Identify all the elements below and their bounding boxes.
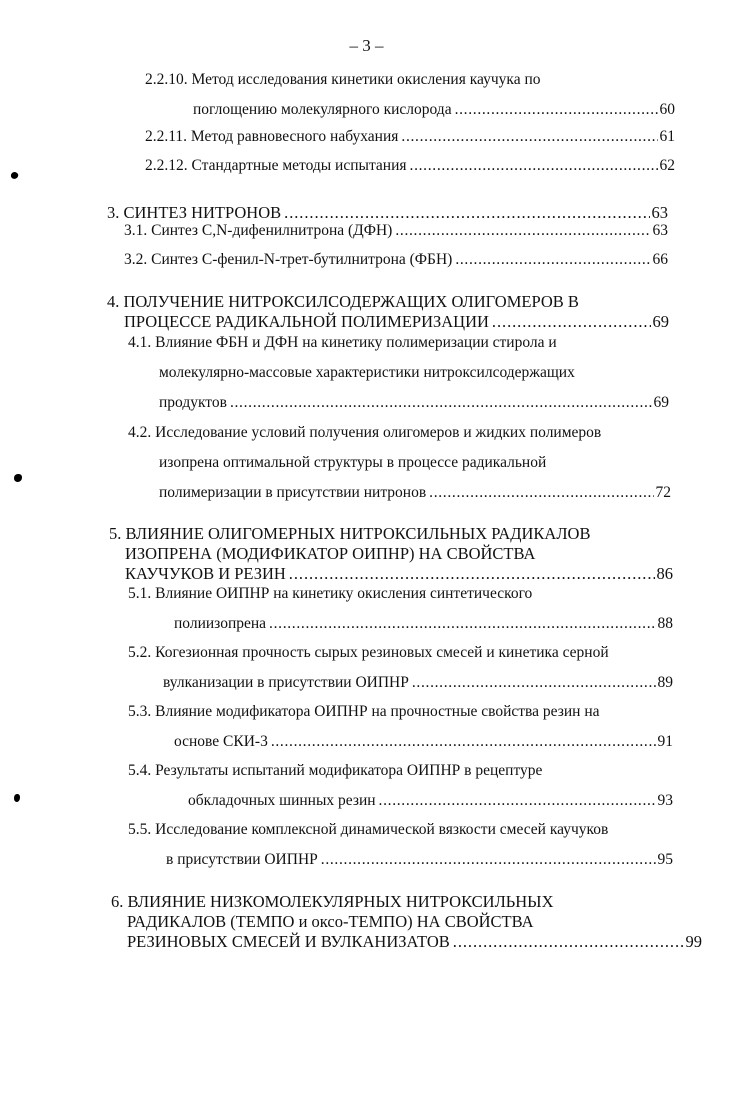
dot-leader xyxy=(453,932,684,951)
toc-entry-text: 2.2.10. Метод исследования кинетики окисления каучука по xyxy=(145,71,541,88)
dot-leader xyxy=(269,615,655,633)
toc-entry-text: 2.2.11. Метод равновесного набухания xyxy=(145,128,399,145)
dot-leader xyxy=(401,128,657,146)
dot-leader xyxy=(379,792,656,810)
toc-entry-text: 5.1. Влияние ОИПНР на кинетику окисления синтетического xyxy=(128,585,533,602)
toc-entry-text: изопрена оптимальной структуры в процессе радикальной xyxy=(159,454,547,471)
dot-leader xyxy=(395,222,650,240)
toc-entry-text: 4. ПОЛУЧЕНИЕ НИТРОКСИЛСОДЕРЖАЩИХ ОЛИГОМЕРОВ В xyxy=(107,292,579,311)
toc-entry-text: 3. СИНТЕЗ НИТРОНОВ xyxy=(107,203,282,222)
dot-leader xyxy=(289,564,655,583)
toc-entry-text: 5.2. Когезионная прочность сырых резиновых смесей и кинетика серной xyxy=(128,644,609,661)
toc-entry-text: 6. ВЛИЯНИЕ НИЗКОМОЛЕКУЛЯРНЫХ НИТРОКСИЛЬНЫХ xyxy=(111,892,554,911)
dot-leader xyxy=(455,251,650,269)
toc-entry-text: 4.2. Исследование условий получения олигомеров и жидких полимеров xyxy=(128,424,602,441)
toc-entry-text: 4.1. Влияние ФБН и ДФН на кинетику полимеризации стирола и xyxy=(128,334,557,351)
toc-page-number: 66 xyxy=(652,251,668,268)
toc-page-number: 62 xyxy=(659,157,675,174)
toc-entry-text: 5.4. Результаты испытаний модификатора ОИПНР в рецептуре xyxy=(128,762,543,779)
toc-page-number: 91 xyxy=(657,733,673,750)
toc-entry-text: основе СКИ-3 xyxy=(174,733,268,750)
toc-page-number: 86 xyxy=(656,564,673,583)
toc-page-number: 69 xyxy=(652,312,669,331)
dot-leader xyxy=(284,203,649,222)
toc-entry-text: обкладочных шинных резин xyxy=(188,792,376,809)
toc-entry-text: 5. ВЛИЯНИЕ ОЛИГОМЕРНЫХ НИТРОКСИЛЬНЫХ РАДИКАЛОВ xyxy=(109,524,591,543)
toc-entry-text: полимеризации в присутствии нитронов xyxy=(159,484,427,501)
dot-leader xyxy=(412,674,656,692)
toc-page-number: 60 xyxy=(659,101,675,118)
toc-page-number: 63 xyxy=(652,222,668,239)
dot-leader xyxy=(321,851,656,869)
toc-page-number: 69 xyxy=(653,394,669,411)
toc-entry-text: 3.2. Синтез C-фенил-N-трет-бутилнитрона (ФБН) xyxy=(124,251,453,268)
toc-entry-text: ИЗОПРЕНА (МОДИФИКАТОР ОИПНР) НА СВОЙСТВА xyxy=(125,544,536,563)
toc-entry-text: РАДИКАЛОВ (ТЕМПО и оксо-ТЕМПО) НА СВОЙСТВА xyxy=(127,912,534,931)
toc-entry-text: поглощению молекулярного кислорода xyxy=(193,101,452,118)
toc-page-number: 63 xyxy=(651,203,668,222)
dot-leader xyxy=(230,394,652,412)
toc-entry-text: продуктов xyxy=(159,394,227,411)
toc-entry-text: вулканизации в присутствии ОИПНР xyxy=(163,674,409,691)
dot-leader xyxy=(410,157,658,175)
toc-page-number: 88 xyxy=(657,615,673,632)
page-number: – 3 – xyxy=(349,36,384,55)
toc-entry-text: 2.2.12. Стандартные методы испытания xyxy=(145,157,407,174)
toc-entry-text: РЕЗИНОВЫХ СМЕСЕЙ И ВУЛКАНИЗАТОВ xyxy=(127,932,450,951)
toc-entry-text: 3.1. Синтез C,N-дифенилнитрона (ДФН) xyxy=(124,222,393,239)
toc-page-number: 61 xyxy=(659,128,675,145)
toc-entry-text: 5.3. Влияние модификатора ОИПНР на прочностные свойства резин на xyxy=(128,703,600,720)
dot-leader xyxy=(429,484,653,502)
toc-entry-text: полиизопрена xyxy=(174,615,267,632)
toc-page-number: 99 xyxy=(685,932,702,951)
dot-leader xyxy=(455,101,658,119)
toc-entry-text: КАУЧУКОВ И РЕЗИН xyxy=(125,564,286,583)
toc-entry-text: 5.5. Исследование комплексной динамической вязкости смесей каучуков xyxy=(128,821,609,838)
dot-leader xyxy=(271,733,656,751)
toc-entry-text: ПРОЦЕССЕ РАДИКАЛЬНОЙ ПОЛИМЕРИЗАЦИИ xyxy=(124,312,489,331)
toc-page-number: 95 xyxy=(657,851,673,868)
toc-page-number: 93 xyxy=(657,792,673,809)
dot-leader xyxy=(492,312,651,331)
toc-entry-text: молекулярно-массовые характеристики нитроксилсодержащих xyxy=(159,364,575,381)
toc-page-number: 89 xyxy=(657,674,673,691)
toc-entry-text: в присутствии ОИПНР xyxy=(166,851,318,868)
toc-page-number: 72 xyxy=(655,484,671,501)
